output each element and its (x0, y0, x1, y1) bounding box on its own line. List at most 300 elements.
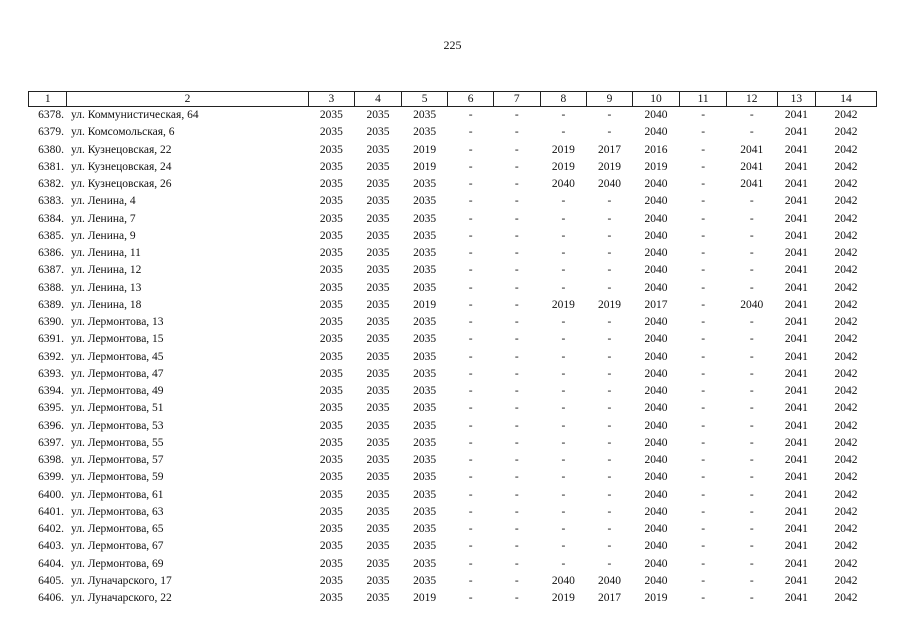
year-cell: - (514, 454, 519, 467)
year-cell: 2019 (413, 298, 437, 311)
year-cell: 2041 (784, 402, 808, 415)
address-cell: ул. Лермонтова, 69 (70, 557, 164, 570)
year-cell: - (514, 333, 519, 346)
year-cell: - (607, 109, 612, 122)
address-cell: ул. Луначарского, 22 (70, 592, 172, 605)
year-cell: 2035 (366, 126, 390, 139)
table-row (29, 228, 877, 245)
year-cell: - (514, 350, 519, 363)
year-cell: 2035 (366, 333, 390, 346)
year-cell: 2040 (644, 540, 668, 553)
year-cell: 2035 (366, 160, 390, 173)
year-cell: 2035 (413, 109, 437, 122)
year-cell: - (514, 592, 519, 605)
year-cell: 2035 (319, 402, 343, 415)
row-number-cell: 6402. (38, 523, 64, 536)
year-cell: 2035 (366, 454, 390, 467)
year-cell: - (749, 126, 754, 139)
year-cell: - (701, 247, 706, 260)
year-cell: 2042 (834, 333, 858, 346)
year-cell: - (514, 109, 519, 122)
year-cell: 2035 (366, 367, 390, 380)
row-number-cell: 6380. (38, 143, 64, 156)
year-cell: 2035 (413, 488, 437, 501)
year-cell: - (607, 281, 612, 294)
year-cell: - (607, 471, 612, 484)
year-cell: 2035 (319, 143, 343, 156)
column-header: 4 (355, 92, 402, 107)
row-number-cell: 6392. (38, 350, 64, 363)
year-cell: - (607, 264, 612, 277)
row-number-cell: 6379. (38, 126, 64, 139)
address-cell: ул. Лермонтова, 65 (70, 523, 164, 536)
column-header: 2 (67, 92, 308, 107)
year-cell: 2035 (413, 229, 437, 242)
row-number-cell: 6383. (38, 195, 64, 208)
year-cell: 2041 (784, 316, 808, 329)
year-cell: 2019 (551, 143, 575, 156)
year-cell: 2042 (834, 471, 858, 484)
address-cell: ул. Лермонтова, 63 (70, 505, 164, 518)
year-cell: - (701, 488, 706, 501)
year-cell: - (701, 505, 706, 518)
year-cell: - (468, 264, 473, 277)
year-cell: 2040 (597, 574, 621, 587)
year-cell: 2035 (366, 195, 390, 208)
year-cell: - (468, 505, 473, 518)
year-cell: - (701, 350, 706, 363)
table-row (29, 366, 877, 383)
year-cell: 2035 (319, 419, 343, 432)
table-header-row (29, 92, 877, 107)
year-cell: 2040 (644, 574, 668, 587)
column-header: 8 (540, 92, 587, 107)
year-cell: - (468, 126, 473, 139)
year-cell: - (607, 385, 612, 398)
year-cell: - (514, 212, 519, 225)
year-cell: - (749, 367, 754, 380)
table-row (29, 262, 877, 279)
year-cell: - (514, 523, 519, 536)
address-cell: ул. Лермонтова, 13 (70, 316, 164, 329)
year-cell: - (468, 333, 473, 346)
year-cell: - (468, 178, 473, 191)
year-cell: 2035 (319, 264, 343, 277)
year-cell: - (468, 109, 473, 122)
year-cell: 2035 (413, 212, 437, 225)
address-cell: ул. Лермонтова, 55 (70, 436, 164, 449)
year-cell: - (749, 402, 754, 415)
year-cell: - (701, 281, 706, 294)
year-cell: - (468, 367, 473, 380)
year-cell: - (468, 436, 473, 449)
year-cell: - (468, 281, 473, 294)
year-cell: 2040 (551, 178, 575, 191)
year-cell: 2035 (413, 419, 437, 432)
year-cell: 2040 (740, 298, 764, 311)
year-cell: 2040 (644, 367, 668, 380)
table-row (29, 573, 877, 590)
table-row (29, 504, 877, 521)
year-cell: - (561, 402, 566, 415)
year-cell: - (701, 143, 706, 156)
year-cell: - (561, 557, 566, 570)
year-cell: - (749, 212, 754, 225)
year-cell: 2019 (644, 592, 668, 605)
year-cell: 2040 (644, 178, 668, 191)
year-cell: - (607, 126, 612, 139)
year-cell: 2035 (366, 436, 390, 449)
address-cell: ул. Коммунистическая, 64 (70, 109, 199, 122)
year-cell: 2035 (366, 212, 390, 225)
year-cell: - (514, 419, 519, 432)
row-number-cell: 6390. (38, 316, 64, 329)
row-number-cell: 6393. (38, 367, 64, 380)
year-cell: - (561, 333, 566, 346)
year-cell: 2035 (319, 195, 343, 208)
year-cell: - (514, 195, 519, 208)
year-cell: 2040 (644, 557, 668, 570)
year-cell: 2042 (834, 264, 858, 277)
row-number-cell: 6394. (38, 385, 64, 398)
column-header: 14 (816, 92, 877, 107)
year-cell: - (607, 436, 612, 449)
year-cell: 2042 (834, 419, 858, 432)
register-table (28, 91, 877, 607)
year-cell: 2035 (366, 540, 390, 553)
column-header: 11 (680, 92, 727, 107)
year-cell: 2042 (834, 160, 858, 173)
year-cell: 2019 (597, 298, 621, 311)
year-cell: - (607, 247, 612, 260)
address-cell: ул. Луначарского, 17 (70, 574, 172, 587)
address-cell: ул. Лермонтова, 15 (70, 333, 164, 346)
year-cell: - (561, 454, 566, 467)
address-cell: ул. Лермонтова, 57 (70, 454, 164, 467)
row-number-cell: 6378. (38, 109, 64, 122)
table-row (29, 314, 877, 331)
year-cell: 2041 (784, 195, 808, 208)
year-cell: - (701, 385, 706, 398)
year-cell: - (607, 333, 612, 346)
year-cell: - (607, 367, 612, 380)
year-cell: 2042 (834, 316, 858, 329)
year-cell: 2035 (319, 436, 343, 449)
year-cell: - (468, 540, 473, 553)
year-cell: 2035 (366, 143, 390, 156)
year-cell: 2019 (551, 298, 575, 311)
year-cell: 2016 (644, 143, 668, 156)
year-cell: 2041 (784, 109, 808, 122)
year-cell: 2035 (413, 247, 437, 260)
year-cell: 2041 (784, 126, 808, 139)
row-number-cell: 6398. (38, 454, 64, 467)
year-cell: - (468, 229, 473, 242)
year-cell: 2035 (366, 505, 390, 518)
column-header: 9 (587, 92, 633, 107)
table-row (29, 435, 877, 452)
table-row (29, 142, 877, 159)
row-number-cell: 6389. (38, 298, 64, 311)
year-cell: 2042 (834, 109, 858, 122)
year-cell: 2035 (319, 557, 343, 570)
year-cell: - (561, 350, 566, 363)
year-cell: - (468, 454, 473, 467)
year-cell: - (749, 540, 754, 553)
year-cell: 2019 (413, 592, 437, 605)
year-cell: - (561, 264, 566, 277)
year-cell: 2042 (834, 436, 858, 449)
year-cell: - (607, 195, 612, 208)
year-cell: 2035 (366, 488, 390, 501)
year-cell: - (561, 419, 566, 432)
address-cell: ул. Лермонтова, 49 (70, 385, 164, 398)
year-cell: - (468, 488, 473, 501)
year-cell: 2035 (319, 281, 343, 294)
year-cell: 2035 (319, 488, 343, 501)
year-cell: 2040 (644, 229, 668, 242)
year-cell: - (514, 367, 519, 380)
year-cell: 2041 (784, 385, 808, 398)
address-cell: ул. Ленина, 13 (70, 281, 142, 294)
year-cell: 2041 (784, 143, 808, 156)
address-cell: ул. Лермонтова, 45 (70, 350, 164, 363)
year-cell: - (468, 160, 473, 173)
year-cell: 2040 (644, 109, 668, 122)
table-row (29, 176, 877, 193)
year-cell: - (701, 454, 706, 467)
year-cell: 2041 (784, 178, 808, 191)
year-cell: 2041 (784, 436, 808, 449)
year-cell: - (561, 367, 566, 380)
address-cell: ул. Ленина, 7 (70, 212, 136, 225)
year-cell: 2042 (834, 523, 858, 536)
year-cell: 2035 (413, 471, 437, 484)
year-cell: 2040 (644, 523, 668, 536)
year-cell: 2019 (597, 160, 621, 173)
year-cell: - (701, 195, 706, 208)
year-cell: 2041 (784, 350, 808, 363)
year-cell: - (607, 523, 612, 536)
year-cell: - (514, 436, 519, 449)
year-cell: - (514, 574, 519, 587)
year-cell: - (749, 454, 754, 467)
year-cell: 2035 (319, 592, 343, 605)
year-cell: 2041 (784, 281, 808, 294)
address-cell: ул. Кузнецовская, 26 (70, 178, 172, 191)
year-cell: 2041 (784, 592, 808, 605)
year-cell: 2035 (366, 178, 390, 191)
year-cell: - (749, 592, 754, 605)
year-cell: - (607, 350, 612, 363)
year-cell: - (514, 557, 519, 570)
year-cell: 2035 (319, 178, 343, 191)
year-cell: 2041 (784, 212, 808, 225)
year-cell: - (607, 557, 612, 570)
column-header: 13 (777, 92, 815, 107)
table-body (29, 107, 877, 608)
year-cell: 2040 (644, 281, 668, 294)
year-cell: - (561, 195, 566, 208)
year-cell: - (468, 195, 473, 208)
row-number-cell: 6406. (38, 592, 64, 605)
year-cell: 2041 (784, 419, 808, 432)
year-cell: 2035 (319, 109, 343, 122)
year-cell: - (514, 264, 519, 277)
year-cell: 2041 (784, 333, 808, 346)
address-cell: ул. Ленина, 18 (70, 298, 142, 311)
address-cell: ул. Ленина, 11 (70, 247, 141, 260)
year-cell: - (468, 385, 473, 398)
year-cell: 2035 (413, 557, 437, 570)
year-cell: - (749, 350, 754, 363)
year-cell: - (607, 419, 612, 432)
table-row (29, 418, 877, 435)
column-header: 6 (448, 92, 494, 107)
year-cell: - (749, 316, 754, 329)
year-cell: - (561, 471, 566, 484)
year-cell: - (607, 488, 612, 501)
year-cell: 2035 (319, 367, 343, 380)
row-number-cell: 6387. (38, 264, 64, 277)
year-cell: - (607, 316, 612, 329)
year-cell: 2041 (740, 143, 764, 156)
year-cell: 2041 (784, 247, 808, 260)
year-cell: 2035 (319, 350, 343, 363)
year-cell: 2035 (413, 454, 437, 467)
year-cell: 2042 (834, 126, 858, 139)
year-cell: 2042 (834, 592, 858, 605)
year-cell: 2019 (644, 160, 668, 173)
year-cell: - (701, 126, 706, 139)
year-cell: 2040 (644, 419, 668, 432)
year-cell: 2017 (597, 143, 621, 156)
year-cell: 2035 (413, 367, 437, 380)
year-cell: - (701, 298, 706, 311)
year-cell: 2035 (319, 247, 343, 260)
row-number-cell: 6400. (38, 488, 64, 501)
year-cell: - (561, 505, 566, 518)
year-cell: 2035 (319, 471, 343, 484)
row-number-cell: 6405. (38, 574, 64, 587)
row-number-cell: 6397. (38, 436, 64, 449)
year-cell: 2040 (644, 385, 668, 398)
year-cell: - (749, 109, 754, 122)
year-cell: - (749, 333, 754, 346)
year-cell: - (607, 212, 612, 225)
year-cell: - (468, 592, 473, 605)
year-cell: 2035 (366, 316, 390, 329)
year-cell: - (561, 385, 566, 398)
year-cell: 2035 (366, 557, 390, 570)
year-cell: - (749, 523, 754, 536)
year-cell: 2035 (319, 316, 343, 329)
address-cell: ул. Кузнецовская, 24 (70, 160, 172, 173)
year-cell: 2035 (366, 574, 390, 587)
year-cell: - (701, 333, 706, 346)
year-cell: 2035 (413, 350, 437, 363)
year-cell: 2042 (834, 298, 858, 311)
year-cell: - (514, 385, 519, 398)
year-cell: - (468, 143, 473, 156)
year-cell: 2040 (644, 471, 668, 484)
year-cell: 2035 (413, 574, 437, 587)
table-row (29, 590, 877, 607)
year-cell: 2041 (784, 574, 808, 587)
year-cell: 2040 (551, 574, 575, 587)
year-cell: - (701, 109, 706, 122)
year-cell: - (701, 212, 706, 225)
year-cell: 2035 (319, 298, 343, 311)
row-number-cell: 6395. (38, 402, 64, 415)
year-cell: 2041 (740, 160, 764, 173)
year-cell: 2042 (834, 402, 858, 415)
year-cell: - (514, 298, 519, 311)
year-cell: - (468, 350, 473, 363)
year-cell: 2035 (413, 264, 437, 277)
year-cell: 2035 (319, 212, 343, 225)
address-cell: ул. Ленина, 4 (70, 195, 136, 208)
year-cell: 2035 (413, 316, 437, 329)
year-cell: 2035 (366, 281, 390, 294)
year-cell: 2035 (366, 298, 390, 311)
year-cell: 2040 (644, 316, 668, 329)
year-cell: 2041 (740, 178, 764, 191)
year-cell: 2040 (644, 126, 668, 139)
year-cell: - (749, 385, 754, 398)
year-cell: - (561, 281, 566, 294)
year-cell: 2042 (834, 281, 858, 294)
year-cell: 2042 (834, 505, 858, 518)
year-cell: 2035 (413, 126, 437, 139)
year-cell: 2041 (784, 160, 808, 173)
address-cell: ул. Лермонтова, 47 (70, 367, 164, 380)
year-cell: 2042 (834, 454, 858, 467)
year-cell: - (701, 178, 706, 191)
table-row (29, 538, 877, 555)
address-cell: ул. Кузнецовская, 22 (70, 143, 172, 156)
year-cell: - (514, 229, 519, 242)
year-cell: - (701, 160, 706, 173)
year-cell: - (749, 195, 754, 208)
column-header: 10 (632, 92, 680, 107)
table-row (29, 452, 877, 469)
year-cell: 2035 (319, 454, 343, 467)
year-cell: - (701, 557, 706, 570)
year-cell: 2035 (366, 385, 390, 398)
year-cell: 2040 (644, 505, 668, 518)
table-row (29, 159, 877, 176)
year-cell: - (468, 247, 473, 260)
year-cell: 2041 (784, 488, 808, 501)
year-cell: 2035 (319, 333, 343, 346)
year-cell: - (749, 436, 754, 449)
year-cell: - (468, 316, 473, 329)
year-cell: 2035 (319, 126, 343, 139)
year-cell: 2035 (413, 436, 437, 449)
year-cell: - (607, 402, 612, 415)
year-cell: 2035 (413, 402, 437, 415)
year-cell: 2035 (413, 333, 437, 346)
row-number-cell: 6404. (38, 557, 64, 570)
row-number-cell: 6396. (38, 419, 64, 432)
table-row (29, 297, 877, 314)
year-cell: 2040 (644, 402, 668, 415)
year-cell: - (701, 523, 706, 536)
row-number-cell: 6388. (38, 281, 64, 294)
year-cell: 2040 (644, 264, 668, 277)
year-cell: 2035 (366, 471, 390, 484)
